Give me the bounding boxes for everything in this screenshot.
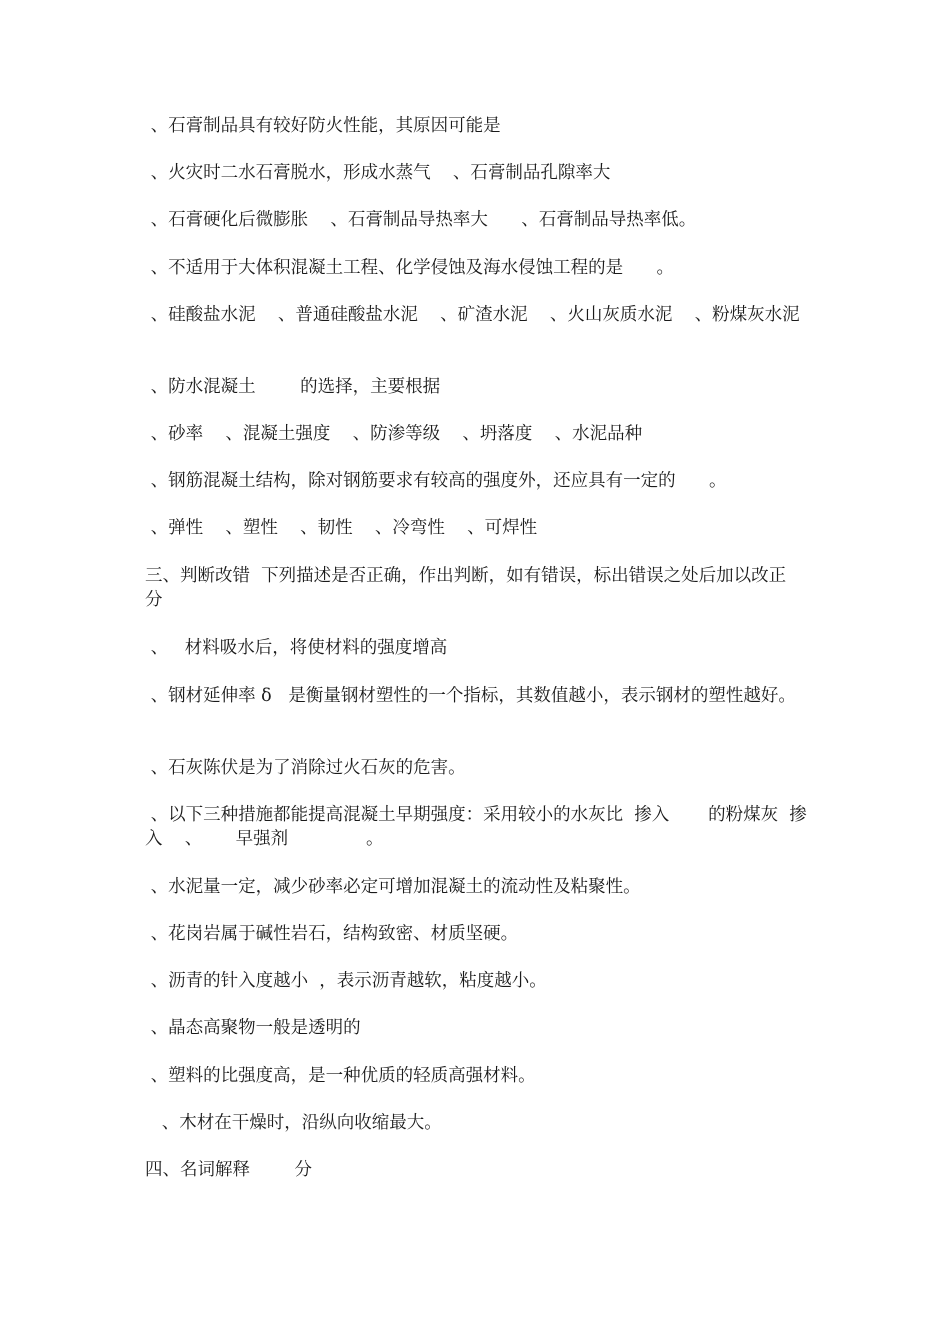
text-line: 、以下三种措施都能提高混凝土早期强度：采用较小的水灰比 掺入 的粉煤灰 掺入 、 早强剂 。: [145, 805, 807, 849]
text-line: 、火灾时二水石膏脱水，形成水蒸气 、石膏制品孔隙率大: [145, 163, 611, 183]
text-line: 、钢材延伸率 δ 是衡量钢材塑性的一个指标，其数值越小，表示钢材的塑性越好。: [145, 686, 796, 706]
section-heading: 四、名词解释 分: [145, 1160, 313, 1180]
text-line: 、钢筋混凝土结构，除对钢筋要求有较高的强度外，还应具有一定的 。: [145, 471, 727, 491]
text-line: 、沥青的针入度越小 ，表示沥青越软，粘度越小。: [145, 971, 547, 991]
text-line: 、石灰陈伏是为了消除过火石灰的危害。: [145, 758, 466, 778]
text-line: 、弹性 、塑性 、韧性 、冷弯性 、可焊性: [145, 518, 538, 538]
text-line: 、木材在干燥时，沿纵向收缩最大。: [145, 1113, 442, 1133]
text-line: 、塑料的比强度高，是一种优质的轻质高强材料。: [145, 1066, 536, 1086]
section-heading: 三、判断改错 下列描述是否正确，作出判断，如有错误，标出错误之处后加以改正 分: [145, 566, 831, 610]
text-line: 、砂率 、混凝土强度 、防渗等级 、坍落度 、水泥品种: [145, 424, 643, 444]
text-line: 、不适用于大体积混凝土工程、化学侵蚀及海水侵蚀工程的是 。: [145, 258, 674, 278]
text-line: 、水泥量一定，减少砂率必定可增加混凝土的流动性及粘聚性。: [145, 877, 641, 897]
text-line: 、硅酸盐水泥 、普通硅酸盐水泥 、矿渣水泥 、火山灰质水泥 、粉煤灰水泥: [145, 305, 800, 325]
text-line: 、防水混凝土 的选择，主要根据: [145, 377, 441, 397]
text-line: 、花岗岩属于碱性岩石，结构致密、材质坚硬。: [145, 924, 519, 944]
text-line: 、 材料吸水后，将使材料的强度增高: [145, 638, 448, 658]
text-line: 、晶态高聚物一般是透明的: [145, 1018, 361, 1038]
text-line: 、石膏硬化后微膨胀 、石膏制品导热率大 、石膏制品导热率低。: [145, 210, 697, 230]
text-line: 、石膏制品具有较好防火性能，其原因可能是: [145, 116, 501, 136]
